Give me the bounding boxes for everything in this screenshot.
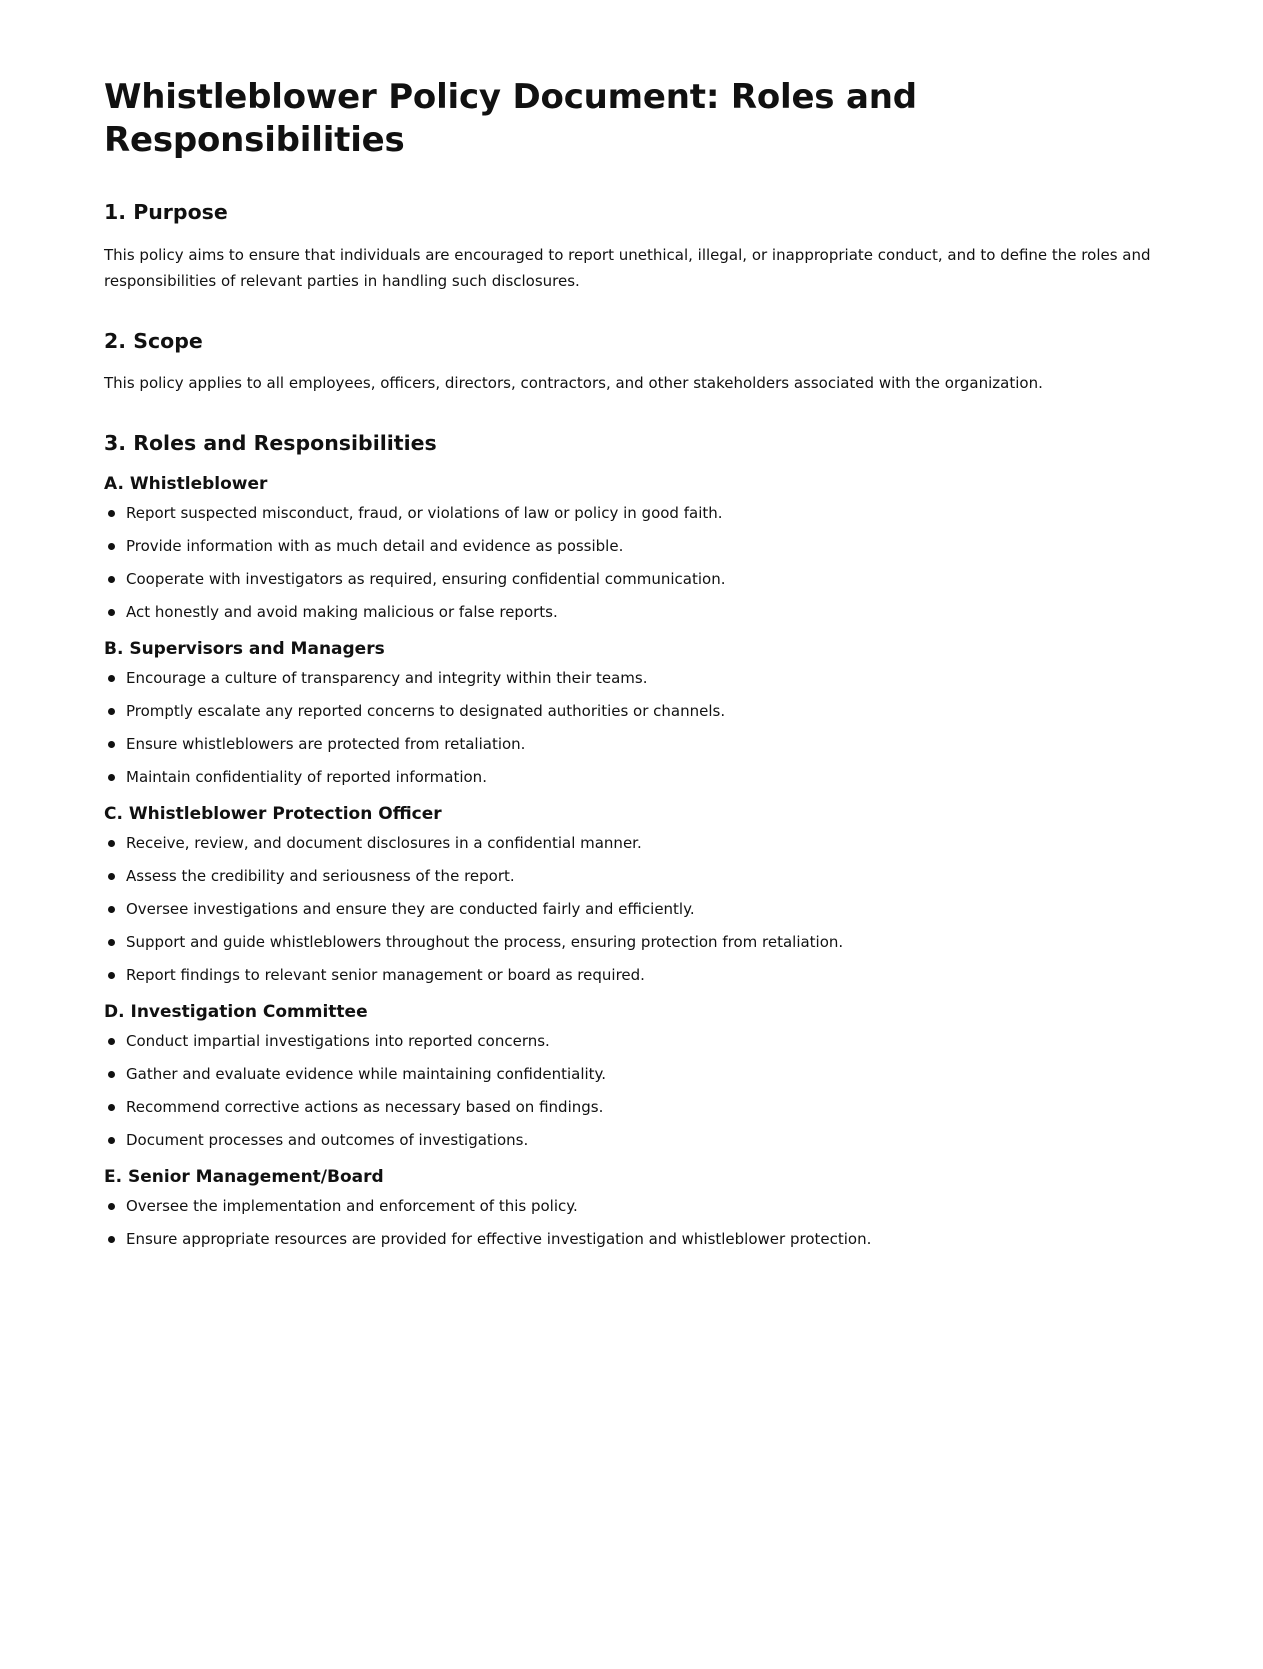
purpose-section — [104, 199, 1159, 294]
list-item: Act honestly and avoid making malicious or false reports. — [104, 602, 1159, 622]
scope-heading: 2. Scope — [104, 328, 203, 353]
roles-section — [104, 430, 1159, 1249]
bullet-list — [104, 668, 1159, 787]
list-item: Assess the credibility and seriousness of the report. — [104, 866, 1159, 886]
list-item: Maintain confidentiality of reported information. — [104, 767, 1159, 787]
subsection-heading: B. Supervisors and Managers — [104, 639, 385, 660]
subsection-supervisors-managers — [104, 638, 1159, 787]
subsection-heading: A. Whistleblower — [104, 473, 268, 494]
bullet-list — [104, 1196, 1159, 1249]
list-item: Encourage a culture of transparency and integrity within their teams. — [104, 668, 1159, 688]
purpose-text: This policy aims to ensure that individuals are encouraged to report unethical, illegal, or inappropriate conduct, and to define the roles and responsibilities of relevant parties in handling such disclosures. — [104, 245, 1151, 290]
list-item: Conduct impartial investigations into reported concerns. — [104, 1031, 1159, 1051]
list-item: Recommend corrective actions as necessary based on findings. — [104, 1097, 1159, 1117]
subsection-protection-officer — [104, 803, 1159, 985]
purpose-heading: 1. Purpose — [104, 200, 228, 224]
bullet-list — [104, 1031, 1159, 1150]
list-item: Oversee investigations and ensure they are conducted fairly and efficiently. — [104, 899, 1159, 919]
subsection-whistleblower — [104, 473, 1159, 622]
subsection-heading: C. Whistleblower Protection Officer — [104, 804, 442, 825]
list-item: Report suspected misconduct, fraud, or violations of law or policy in good faith. — [104, 503, 1159, 523]
bullet-list — [104, 833, 1159, 985]
scope-section — [104, 328, 1159, 397]
list-item: Oversee the implementation and enforcement of this policy. — [104, 1196, 1159, 1216]
scope-text: This policy applies to all employees, officers, directors, contractors, and other stakeholders associated with the organization. — [104, 374, 1043, 393]
bullet-list — [104, 503, 1159, 622]
document-title: Whistleblower Policy Document: Roles and Responsibilities — [104, 77, 917, 160]
list-item: Ensure appropriate resources are provided for effective investigation and whistleblower protection. — [104, 1229, 1159, 1249]
subsection-senior-management — [104, 1166, 1159, 1249]
subsection-heading: E. Senior Management/Board — [104, 1167, 384, 1188]
subsection-investigation-committee — [104, 1001, 1159, 1150]
list-item: Support and guide whistleblowers throughout the process, ensuring protection from retaliation. — [104, 932, 1159, 952]
list-item: Cooperate with investigators as required, ensuring confidential communication. — [104, 569, 1159, 589]
list-item: Document processes and outcomes of investigations. — [104, 1130, 1159, 1150]
list-item: Ensure whistleblowers are protected from retaliation. — [104, 734, 1159, 754]
subsection-heading: D. Investigation Committee — [104, 1002, 368, 1023]
list-item: Promptly escalate any reported concerns to designated authorities or channels. — [104, 701, 1159, 721]
roles-heading: 3. Roles and Responsibilities — [104, 431, 437, 456]
list-item: Provide information with as much detail and evidence as possible. — [104, 536, 1159, 556]
list-item: Gather and evaluate evidence while maintaining confidentiality. — [104, 1064, 1159, 1084]
list-item: Receive, review, and document disclosures in a confidential manner. — [104, 833, 1159, 853]
list-item: Report findings to relevant senior management or board as required. — [104, 965, 1159, 985]
